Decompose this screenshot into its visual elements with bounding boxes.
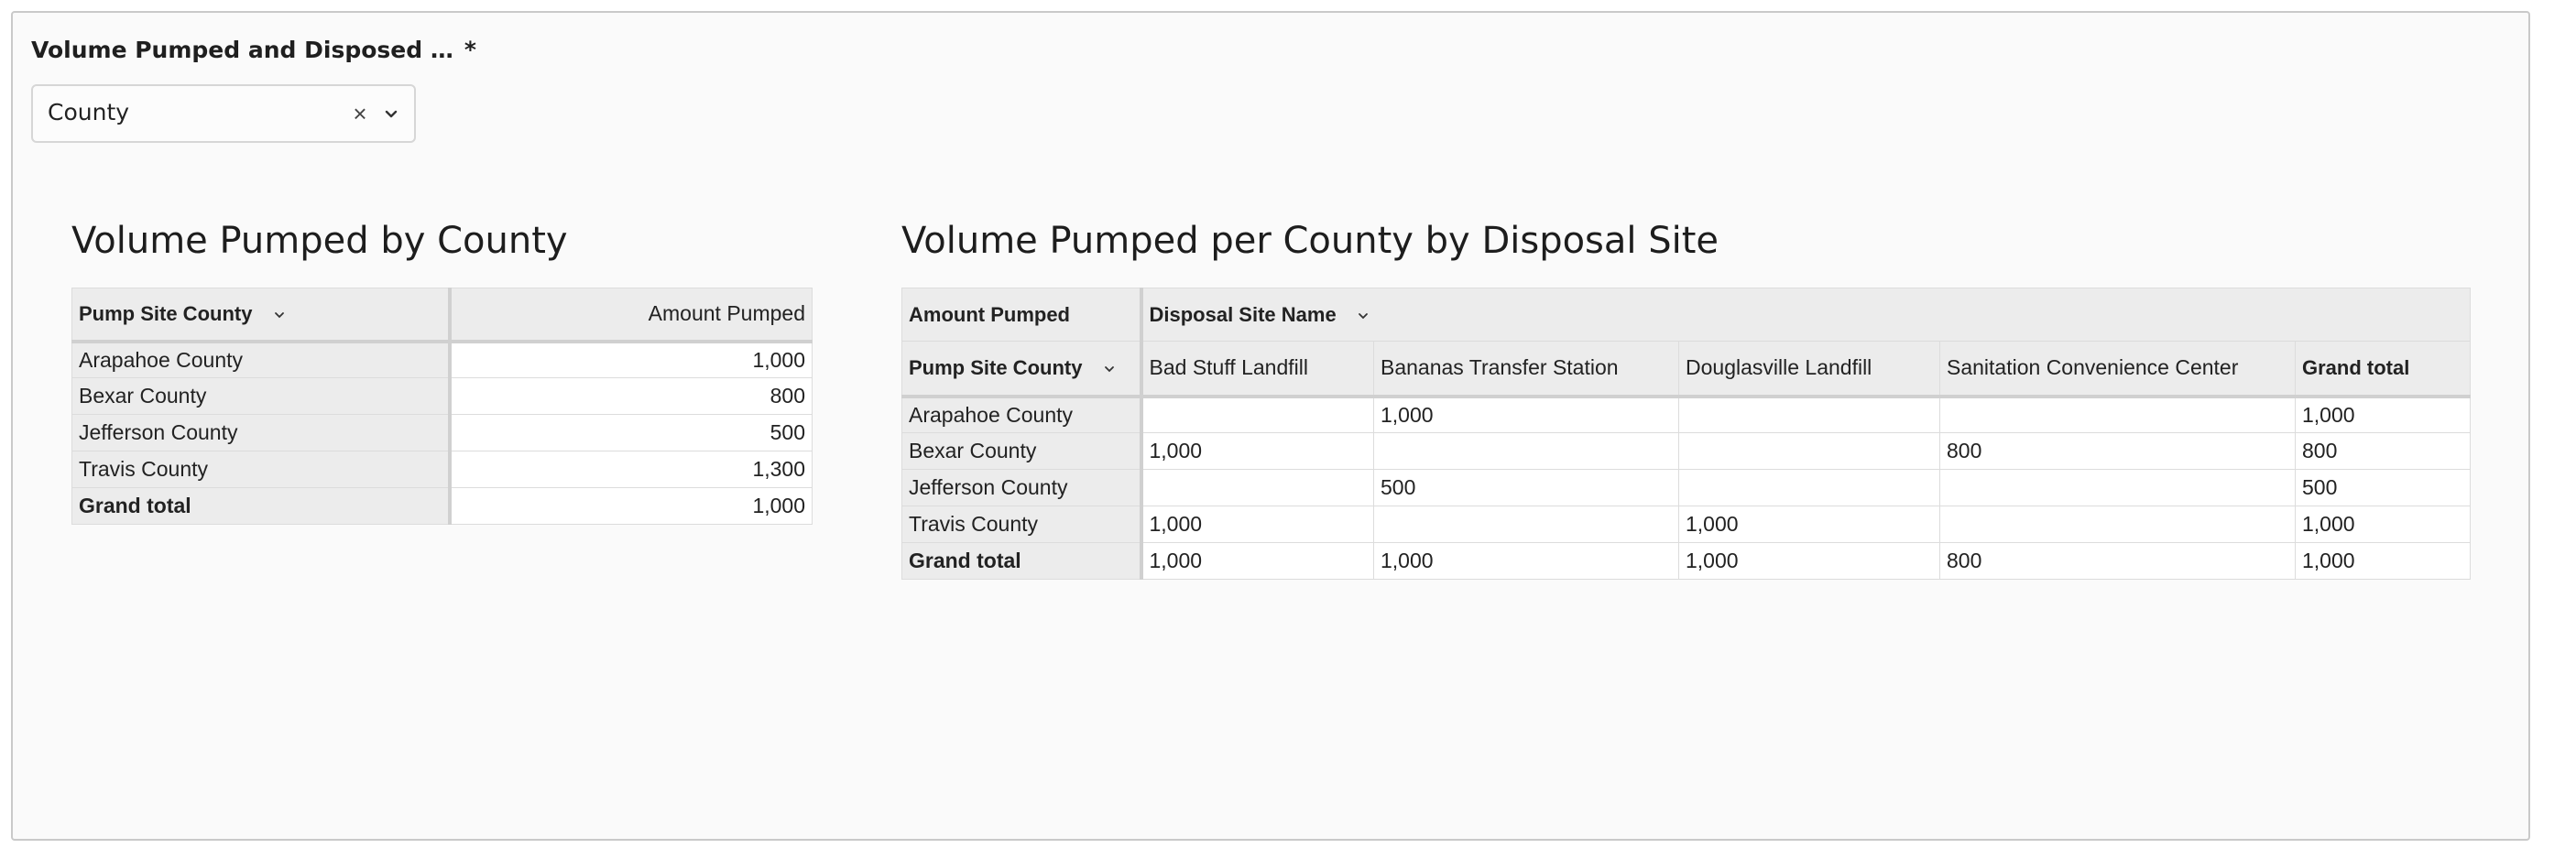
column-header[interactable]: Bananas Transfer Station — [1374, 342, 1679, 397]
row-total-value: 1,000 — [2296, 506, 2471, 543]
cell-value — [1374, 433, 1679, 470]
row-value: 1,000 — [450, 342, 813, 378]
grand-total-value: 1,000 — [2296, 543, 2471, 580]
row-label: Arapahoe County — [902, 397, 1141, 433]
row-value: 800 — [450, 378, 813, 415]
cell-value — [1679, 470, 1940, 506]
volume-by-county-table — [71, 288, 813, 525]
column-header[interactable]: Bad Stuff Landfill — [1141, 342, 1374, 397]
chevron-down-icon[interactable] — [379, 103, 403, 126]
grand-total-value: 1,000 — [1141, 543, 1374, 580]
clear-icon[interactable]: × — [353, 100, 367, 127]
volume-by-disposal-site-table — [901, 288, 2471, 580]
cell-value — [1940, 470, 2296, 506]
cell-value — [1940, 397, 2296, 433]
grouping-select-value: County — [48, 99, 130, 125]
grand-total-label: Grand total — [902, 543, 1141, 580]
required-mark: * — [464, 37, 476, 63]
cell-value: 500 — [1374, 470, 1679, 506]
grand-total-label: Grand total — [72, 488, 450, 525]
table2-title: Volume Pumped per County by Disposal Site — [901, 220, 1719, 262]
table-row — [72, 342, 813, 378]
column-dimension-label: Disposal Site Name — [1149, 302, 1337, 326]
cell-value — [1940, 506, 2296, 543]
row-dimension-header[interactable] — [902, 342, 1141, 397]
cell-value: 1,000 — [1679, 506, 1940, 543]
table1-value-header[interactable]: Amount Pumped — [450, 288, 813, 342]
column-header[interactable]: Douglasville Landfill — [1679, 342, 1940, 397]
grand-total-value: 800 — [1940, 543, 2296, 580]
control-label-text: Volume Pumped and Disposed … — [31, 37, 453, 63]
row-total-value: 1,000 — [2296, 397, 2471, 433]
cell-value: 1,000 — [1141, 433, 1374, 470]
cell-value — [1679, 397, 1940, 433]
cell-value — [1679, 433, 1940, 470]
cell-value: 1,000 — [1374, 397, 1679, 433]
table-row — [902, 506, 2471, 543]
cell-value — [1141, 470, 1374, 506]
row-label: Jefferson County — [72, 415, 450, 451]
cell-value: 800 — [1940, 433, 2296, 470]
cell-value — [1374, 506, 1679, 543]
column-dimension-header[interactable] — [1141, 288, 2471, 342]
table-row — [72, 378, 813, 415]
grand-total-row — [72, 488, 813, 525]
row-total-value: 800 — [2296, 433, 2471, 470]
column-header[interactable]: Sanitation Convenience Center — [1940, 342, 2296, 397]
row-dimension-label: Pump Site County — [909, 355, 1083, 379]
row-label: Bexar County — [902, 433, 1141, 470]
grand-total-value: 1,000 — [450, 488, 813, 525]
grand-total-column-header[interactable]: Grand total — [2296, 342, 2471, 397]
table-row — [902, 397, 2471, 433]
table1-title: Volume Pumped by County — [71, 220, 568, 262]
row-label: Bexar County — [72, 378, 450, 415]
table1-row-header-label: Pump Site County — [79, 301, 253, 325]
row-value: 1,300 — [450, 451, 813, 488]
cell-value — [1141, 397, 1374, 433]
grand-total-value: 1,000 — [1374, 543, 1679, 580]
row-label: Travis County — [902, 506, 1141, 543]
chevron-down-icon[interactable] — [271, 307, 288, 323]
control-label — [31, 37, 476, 63]
table-row — [72, 451, 813, 488]
grouping-select[interactable] — [31, 84, 416, 143]
table-row — [902, 433, 2471, 470]
row-value: 500 — [450, 415, 813, 451]
row-label: Travis County — [72, 451, 450, 488]
grand-total-row — [902, 543, 2471, 580]
chevron-down-icon[interactable] — [1355, 308, 1371, 324]
cell-value: 1,000 — [1141, 506, 1374, 543]
table-row — [902, 470, 2471, 506]
chevron-down-icon[interactable] — [1101, 361, 1118, 377]
grand-total-value: 1,000 — [1679, 543, 1940, 580]
table-row — [72, 415, 813, 451]
row-label: Jefferson County — [902, 470, 1141, 506]
table1-row-header[interactable] — [72, 288, 450, 342]
measure-label: Amount Pumped — [902, 288, 1141, 342]
row-label: Arapahoe County — [72, 342, 450, 378]
row-total-value: 500 — [2296, 470, 2471, 506]
